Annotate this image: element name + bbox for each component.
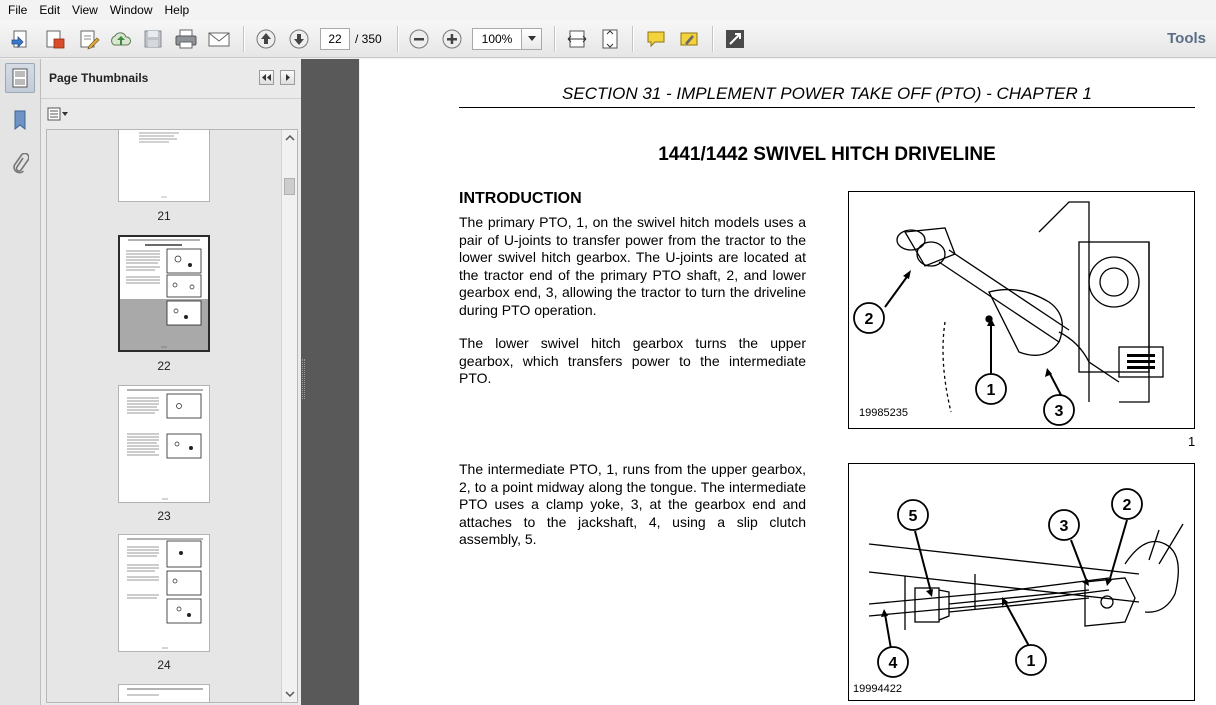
print-icon[interactable]: [173, 26, 199, 52]
thumbnail-page[interactable]: [118, 129, 210, 202]
toolbar-separator: [397, 26, 398, 52]
toolbar-separator: [632, 26, 633, 52]
zoom-input[interactable]: [472, 28, 522, 50]
open-icon[interactable]: [8, 26, 34, 52]
header-rule: [459, 107, 1195, 108]
intermediate-pto-illustration: [849, 464, 1193, 699]
next-page-icon[interactable]: [286, 26, 312, 52]
callout-label: 2: [864, 311, 874, 328]
options-icon: [47, 107, 69, 121]
create-pdf-icon[interactable]: [42, 26, 68, 52]
figure-id: 19985235: [859, 407, 908, 419]
email-icon[interactable]: [206, 26, 232, 52]
thumbnail-label: 22: [157, 359, 171, 373]
save-icon[interactable]: [140, 26, 166, 52]
expand-panel-button[interactable]: [280, 70, 295, 85]
scroll-up-icon: [283, 132, 297, 144]
panel-header: [41, 59, 301, 99]
figure-number: 1: [1188, 434, 1196, 449]
previous-page-icon[interactable]: [253, 26, 279, 52]
toolbar-separator: [243, 26, 244, 52]
upload-cloud-icon[interactable]: [108, 26, 134, 52]
menu-file[interactable]: File: [8, 3, 28, 17]
navigation-rail: [0, 59, 41, 705]
menu-help[interactable]: Help: [164, 3, 190, 17]
thumbnail-page[interactable]: [118, 684, 210, 703]
callout-label: 3: [1054, 403, 1064, 420]
splitter-grip[interactable]: [302, 359, 305, 399]
thumbnail-options-menu[interactable]: [47, 105, 73, 123]
pto-driveline-illustration: [849, 192, 1193, 427]
section-header: SECTION 31 - IMPLEMENT POWER TAKE OFF (PTO) - CHAPTER 1: [562, 84, 1092, 103]
bookmark-icon[interactable]: [5, 105, 35, 135]
menu-bar: [0, 0, 1216, 20]
fit-page-icon[interactable]: [597, 26, 623, 52]
chevron-right-icon: [285, 74, 291, 81]
thumbnail-label: 21: [157, 209, 171, 223]
comment-icon[interactable]: [643, 26, 669, 52]
paragraph-2: The lower swivel hitch gearbox turns the upper gearbox, which transfers power to the intermediate PTO.: [459, 335, 806, 387]
thumbnail-list[interactable]: [46, 129, 298, 703]
figure-id: 19994422: [853, 683, 902, 695]
toolbar-separator: [712, 26, 713, 52]
zoom-dropdown-button[interactable]: [522, 28, 542, 50]
paragraph-3: The intermediate PTO, 1, runs from the upper gearbox, 2, to a point midway along the tongue. The intermediate PTO uses a clamp yoke, 3, at the gearbox end and attaches to the jackshaft, 4, using a slip clutch assembly, 5.: [459, 461, 806, 548]
thumbnail-label: 24: [157, 658, 171, 672]
thumbnail-label: 23: [157, 509, 171, 523]
fit-width-icon[interactable]: [564, 26, 590, 52]
panel-splitter[interactable]: [301, 59, 359, 705]
callout-label: 1: [1026, 653, 1036, 670]
tools-button[interactable]: Tools: [1167, 30, 1206, 47]
zoom-out-icon[interactable]: [406, 26, 432, 52]
paragraph-1: The primary PTO, 1, on the swivel hitch models uses a pair of U-joints to transfer power from the tractor to the lower swivel hitch gearbox. The U-joints are located at the tractor end of the primary PTO shaft, 2, and lower gearbox end, 3, allowing the tractor to turn the driveline during PTO operation.: [459, 214, 806, 318]
zoom-in-icon[interactable]: [439, 26, 465, 52]
page-thumbnails-panel: [41, 59, 301, 705]
callout-label: 1: [986, 382, 996, 399]
toolbar: [0, 20, 1216, 58]
chevron-down-icon: [528, 36, 536, 42]
page-total: / 350: [355, 32, 382, 46]
scroll-down-icon: [283, 688, 297, 700]
thumbnail-scrollbar[interactable]: [281, 130, 297, 702]
double-chevron-left-icon: [262, 74, 271, 81]
full-screen-icon[interactable]: [722, 26, 748, 52]
callout-label: 2: [1122, 497, 1132, 514]
page-title: 1441/1442 SWIVEL HITCH DRIVELINE: [658, 144, 996, 165]
menu-edit[interactable]: Edit: [39, 3, 61, 17]
scrollbar-thumb[interactable]: [284, 178, 295, 195]
attachment-icon[interactable]: [5, 149, 35, 179]
panel-title: Page Thumbnails: [49, 71, 149, 85]
highlight-icon[interactable]: [676, 26, 702, 52]
thumbnail-page-selected[interactable]: [118, 235, 210, 352]
thumbnail-page[interactable]: [118, 534, 210, 652]
callout-label: 4: [888, 655, 898, 672]
callout-label: 3: [1059, 518, 1069, 535]
figure-1-image: [848, 191, 1195, 429]
edit-icon[interactable]: [76, 26, 102, 52]
figure-2-image: [848, 463, 1195, 701]
toolbar-separator: [554, 26, 555, 52]
menu-view[interactable]: View: [72, 3, 98, 17]
document-page: [360, 59, 1216, 705]
page-thumbnails-icon[interactable]: [5, 63, 35, 93]
page-number-input[interactable]: [320, 28, 350, 50]
thumbnail-page[interactable]: [118, 385, 210, 503]
menu-window[interactable]: Window: [109, 3, 153, 17]
collapse-panel-button[interactable]: [259, 70, 274, 85]
callout-label: 5: [908, 508, 918, 525]
intro-heading: INTRODUCTION: [459, 190, 582, 207]
